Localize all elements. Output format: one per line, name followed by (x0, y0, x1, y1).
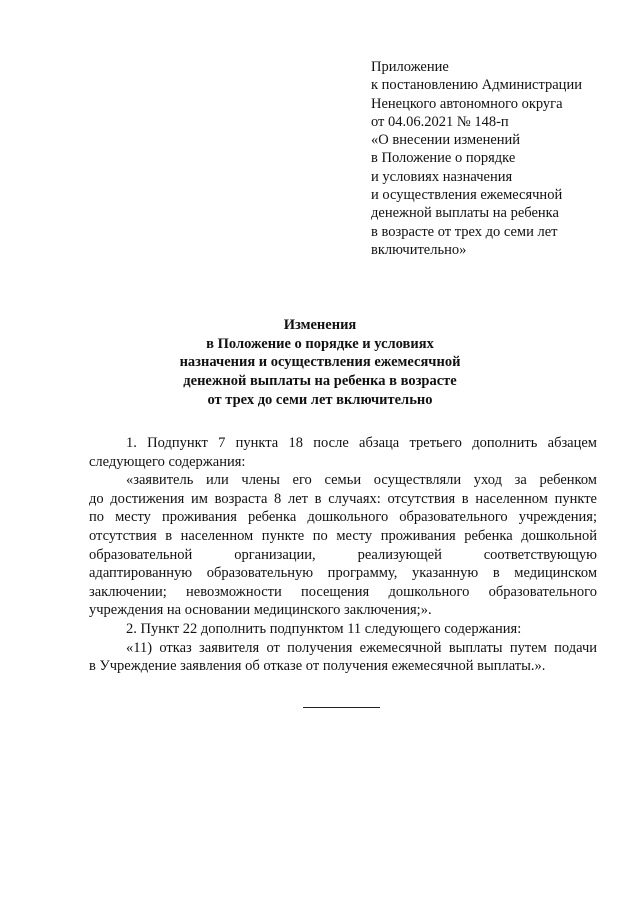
body-line: учреждения на основании медицинского заключения;». (89, 602, 432, 619)
body-line: 2. Пункт 22 дополнить подпунктом 11 следующего содержания: (126, 620, 522, 637)
paragraph-item-2 (89, 620, 597, 639)
body-line: заключении; невозможности посещения дошкольного образовательного (89, 583, 597, 600)
body-line: до достижения им возраста 8 лет в случаях: отсутствия в населенном пункте (89, 490, 597, 507)
body-line: следующего содержания: (89, 453, 246, 470)
body-line: 1. Подпункт 7 пункта 18 после абзаца третьего дополнить абзацем (126, 435, 597, 451)
body-line: в Учреждение заявления об отказе от получения ежемесячной выплаты.». (89, 658, 546, 675)
appendix-line: Приложение (371, 59, 449, 75)
title-line: денежной выплаты на ребенка в возрасте (183, 373, 457, 390)
appendix-line: и осуществления ежемесячной (371, 187, 563, 204)
body-line: «заявитель или члены его семьи осуществляли уход за ребенком (126, 472, 597, 489)
appendix-line: включительно» (371, 241, 467, 258)
paragraph-quote-2 (89, 639, 597, 676)
body-line: образовательной организации, реализующей соответствующую (89, 546, 597, 563)
appendix-line: денежной выплаты на ребенка (371, 205, 559, 222)
body-line: адаптированную образовательную программу, указанную в медицинском (89, 565, 597, 582)
appendix-line: «О внесении изменений (371, 132, 521, 149)
appendix-header (371, 58, 621, 259)
document-body (89, 434, 597, 676)
document-title (130, 316, 510, 410)
appendix-line: Ненецкого автономного округа (371, 95, 563, 112)
paragraph-item-1 (89, 434, 597, 471)
appendix-line: и условиях назначения (371, 168, 513, 185)
paragraph-quote-1 (89, 471, 597, 620)
body-line: «11) отказ заявителя от получения ежемесячной выплаты путем подачи (126, 639, 597, 656)
title-line: Изменения (283, 317, 357, 333)
appendix-line: от 04.06.2021 № 148-п (371, 113, 509, 130)
title-line: от трех до семи лет включительно (207, 391, 433, 408)
closing-separator-line (303, 707, 380, 708)
appendix-line: в Положение о порядке (371, 150, 516, 167)
appendix-line: к постановлению Администрации (371, 77, 582, 94)
title-line: назначения и осуществления ежемесячной (179, 354, 461, 371)
body-line: отсутствия в населенном пункте по месту проживания ребенка дошкольной (89, 527, 597, 544)
appendix-line: в возрасте от трех до семи лет (371, 223, 558, 240)
body-line: по месту проживания ребенка дошкольного образовательного учреждения; (89, 509, 597, 526)
title-line: в Положение о порядке и условиях (206, 335, 434, 352)
